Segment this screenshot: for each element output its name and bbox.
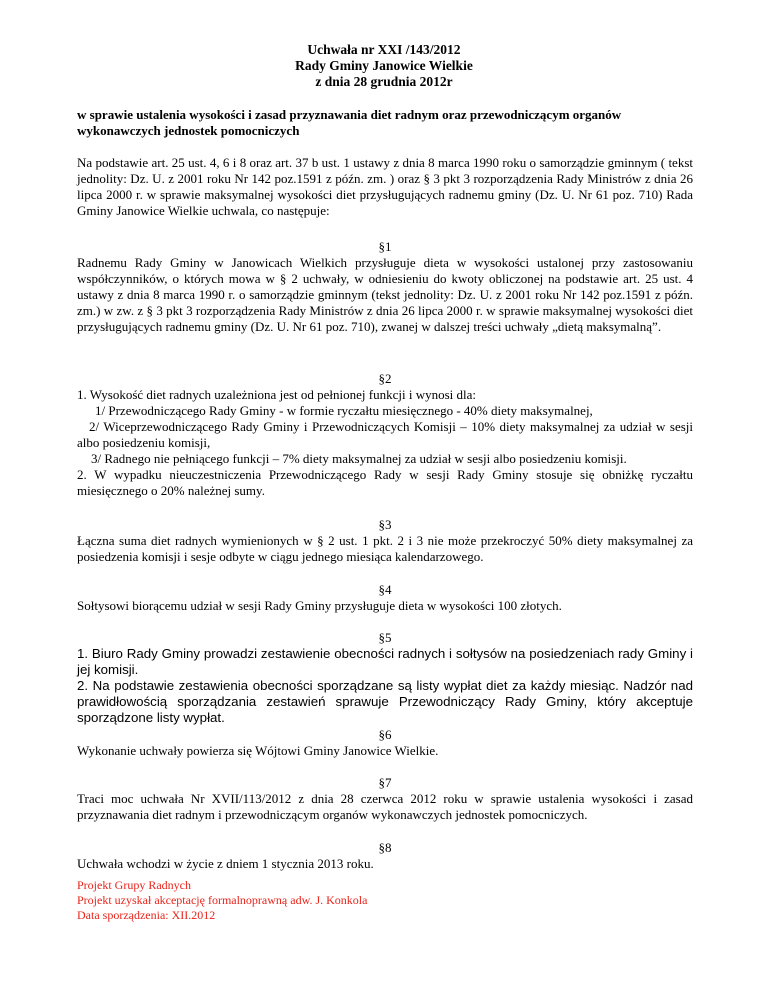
list-item: 3/ Radnego nie pełniącego funkcji – 7% diety maksymalnej za udział w sesji albo posiedzeniu komisji. [91, 451, 627, 466]
section-heading: §3 [378, 517, 392, 532]
section-7 [77, 775, 693, 823]
section-heading: §2 [378, 371, 392, 386]
section-4 [77, 582, 693, 614]
section-heading: §6 [378, 727, 392, 742]
section-8 [77, 840, 693, 872]
section-paragraph: 2. Na podstawie zestawienia obecności sporządzane są listy wypłat diet za każdy miesiąc. Nadzór nad prawidłowością sporządzania zestawień sprawuje Przewodniczący Rady Gminy, który akceptuje sporządzone listy wypłat. [77, 678, 693, 725]
section-2 [77, 371, 693, 499]
section-text: Łączna suma diet radnych wymienionych w § 2 ust. 1 pkt. 2 i 3 nie może przekroczyć 50% diety maksymalnej za posiedzenia komisji i sesje odbyte w ciągu jednego miesiąca kalendarzowego. [77, 533, 693, 564]
draft-date: Data sporządzenia: XII.2012 [77, 908, 216, 922]
resolution-header [0, 42, 768, 90]
resolution-subject: w sprawie ustalenia wysokości i zasad przyznawania diet radnym oraz przewodniczącym organów wykonawczych jednostek pomocniczych [77, 107, 622, 138]
section-5 [77, 630, 693, 726]
legal-approval: Projekt uzyskał akceptację formalnoprawną adw. J. Konkola [77, 893, 368, 907]
section-6 [77, 727, 693, 759]
section-text: Wykonanie uchwały powierza się Wójtowi Gminy Janowice Wielkie. [77, 743, 439, 758]
section-1 [77, 239, 693, 335]
section-paragraph: 1. Biuro Rady Gminy prowadzi zestawienie obecności radnych i sołtysów na posiedzeniach rady Gminy i jej komisji. [77, 646, 693, 677]
section-heading: §4 [378, 582, 392, 597]
section-text: Radnemu Rady Gminy w Janowicach Wielkich przysługuje dieta w wysokości ustalonej przy zastosowaniu współczynników, o których mowa w § 2 uchwały, w odniesieniu do kwoty obliczonej na podstawie art. 25 ust. 4 ustawy z dnia 8 marca 1990 r. o samorządzie gminnym (tekst jednolity: Dz. U. z 2001 roku Nr 142 poz.1591 z późn. zm.) w zw. z § 3 pkt 3 rozporządzenia Rady Ministrów z dnia 26 lipca 2000 r. w sprawie maksymalnej wysokości diet przysługujących radnemu gminy (Dz. U. Nr 61 poz. 710), zwanej w dalszej treści uchwały „dietą maksymalną”. [77, 255, 693, 334]
section-paragraph: 1. Wysokość diet radnych uzależniona jest od pełnionej funkcji i wynosi dla: [77, 387, 476, 402]
preamble: Na podstawie art. 25 ust. 4, 6 i 8 oraz art. 37 b ust. 1 ustawy z dnia 8 marca 1990 roku o samorządzie gminnym ( tekst jednolity: Dz. U. z 2001 roku Nr 142 poz.1591 z późn. zm. ) oraz § 3 pkt 3 rozporządzenia Rady Ministrów z dnia 26 lipca 2000 r. w sprawie maksymalnej wysokości diet przysługujących radnemu gminy (Dz. U. Nr 61 poz. 710) Rada Gminy Janowice Wielkie uchwala, co następuje: [77, 155, 693, 218]
section-heading: §7 [378, 775, 392, 790]
section-paragraph: 2. W wypadku nieuczestniczenia Przewodniczącego Rady w sesji Rady Gminy stosuje się obniżkę ryczałtu miesięcznego o 20% należnej sumy. [77, 467, 693, 498]
draft-note [77, 878, 367, 923]
section-heading: §5 [378, 630, 392, 645]
section-text: Sołtysowi biorącemu udział w sesji Rady Gminy przysługuje dieta w wysokości 100 złotych. [77, 598, 562, 613]
section-text: Traci moc uchwała Nr XVII/113/2012 z dnia 28 czerwca 2012 roku w sprawie ustalenia wysokości i zasad przyznawania diet radnym i przewodniczącym organów wykonawczych jednostek pomocniczych. [77, 791, 693, 822]
list-item: 1/ Przewodniczącego Rady Gminy - w formie ryczałtu miesięcznego - 40% diety maksymalnej, [95, 403, 593, 418]
list-item: 2/ Wiceprzewodniczącego Rady Gminy i Przewodniczących Komisji – 10% diety maksymalnej za udział w sesji albo posiedzeniu komisji, [77, 419, 693, 450]
resolution-number: Uchwała nr XXI /143/2012 [307, 42, 461, 57]
issuing-body: Rady Gminy Janowice Wielkie [295, 58, 473, 73]
section-heading: §8 [378, 840, 392, 855]
draft-author: Projekt Grupy Radnych [77, 878, 191, 892]
section-heading: §1 [378, 239, 392, 254]
section-text: Uchwała wchodzi w życie z dniem 1 stycznia 2013 roku. [77, 856, 374, 871]
resolution-date: z dnia 28 grudnia 2012r [315, 74, 453, 89]
section-3 [77, 517, 693, 565]
